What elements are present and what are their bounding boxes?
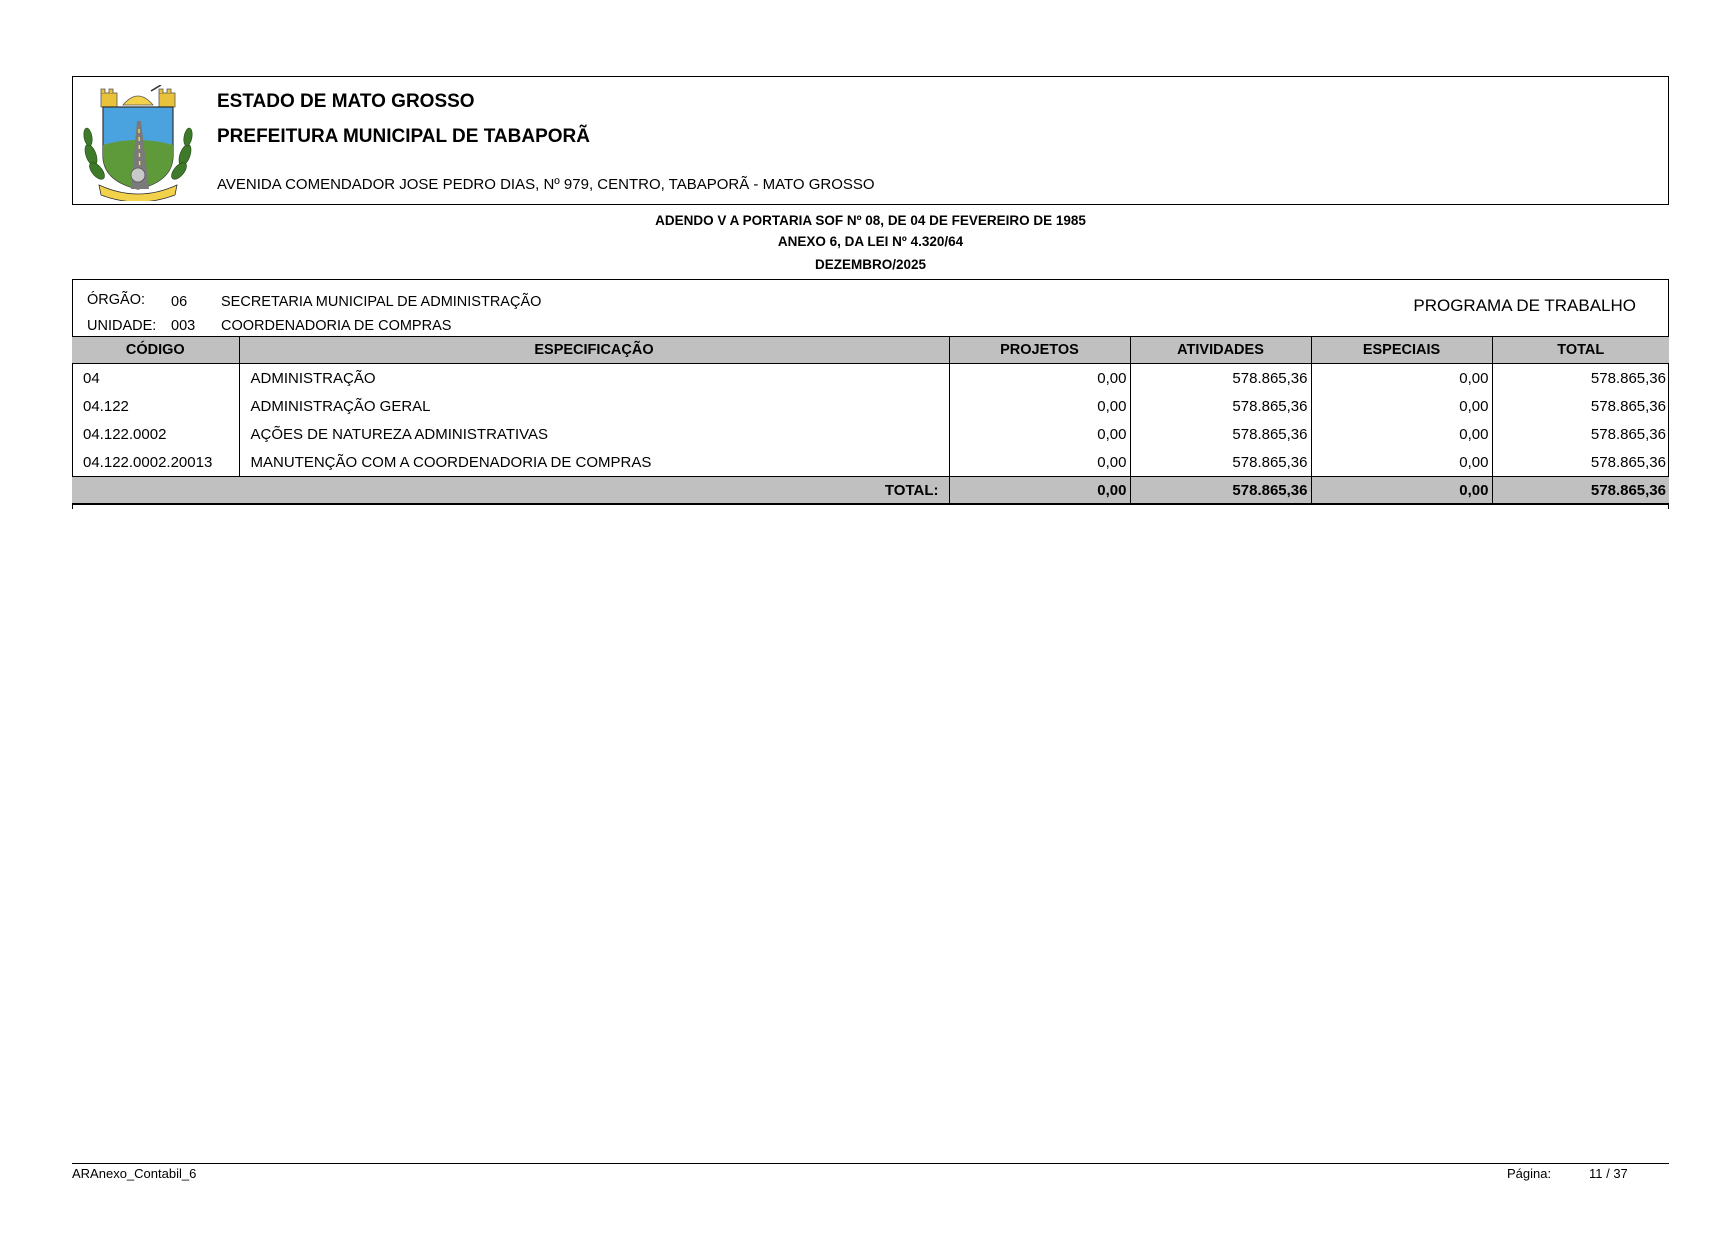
cell-especiais: 0,00 xyxy=(1311,364,1492,393)
total-label: TOTAL: xyxy=(72,477,949,505)
col-codigo: CÓDIGO xyxy=(72,337,239,364)
unidade-name: COORDENADORIA DE COMPRAS xyxy=(221,318,452,334)
total-atividades: 578.865,36 xyxy=(1130,477,1311,505)
cell-atividades: 578.865,36 xyxy=(1130,420,1311,448)
cell-especificacao: ADMINISTRAÇÃO xyxy=(239,364,949,393)
table-row xyxy=(72,364,1669,393)
prefecture-address: AVENIDA COMENDADOR JOSE PEDRO DIAS, Nº 979, CENTRO, TABAPORÃ - MATO GROSSO xyxy=(217,176,875,193)
cell-total: 578.865,36 xyxy=(1492,448,1669,477)
cell-total: 578.865,36 xyxy=(1492,392,1669,420)
subtitle-period: DEZEMBRO/2025 xyxy=(814,257,927,272)
page-number: 11 / 37 xyxy=(1589,1166,1628,1181)
program-table xyxy=(72,336,1669,505)
col-especiais: ESPECIAIS xyxy=(1311,337,1492,364)
table-row xyxy=(72,392,1669,420)
cell-atividades: 578.865,36 xyxy=(1130,364,1311,393)
cell-codigo: 04.122.0002 xyxy=(83,425,167,443)
cell-especiais: 0,00 xyxy=(1311,420,1492,448)
col-especificacao: ESPECIFICAÇÃO xyxy=(239,337,949,364)
report-type: PROGRAMA DE TRABALHO xyxy=(1413,296,1636,315)
cell-total: 578.865,36 xyxy=(1492,420,1669,448)
cell-projetos: 0,00 xyxy=(949,448,1130,477)
col-atividades: ATIVIDADES xyxy=(1130,337,1311,364)
cell-especiais: 0,00 xyxy=(1311,448,1492,477)
total-especiais: 0,00 xyxy=(1311,477,1492,505)
table-row xyxy=(72,420,1669,448)
cell-especificacao: ADMINISTRAÇÃO GERAL xyxy=(239,392,949,420)
total-projetos: 0,00 xyxy=(949,477,1130,505)
cell-atividades: 578.865,36 xyxy=(1130,392,1311,420)
cell-projetos: 0,00 xyxy=(949,392,1130,420)
cell-projetos: 0,00 xyxy=(949,364,1130,393)
footer-divider xyxy=(72,1163,1669,1164)
col-total: TOTAL xyxy=(1492,337,1669,364)
total-total: 578.865,36 xyxy=(1492,477,1669,505)
orgao-label: ÓRGÃO: xyxy=(87,292,146,308)
state-name: ESTADO DE MATO GROSSO xyxy=(217,91,475,112)
cell-codigo: 04.122 xyxy=(83,397,129,415)
table-total-row xyxy=(72,477,1669,505)
orgao-name: SECRETARIA MUNICIPAL DE ADMINISTRAÇÃO xyxy=(221,294,542,310)
subtitle-line-2: ANEXO 6, DA LEI Nº 4.320/64 xyxy=(777,234,964,249)
cell-especificacao: MANUTENÇÃO COM A COORDENADORIA DE COMPRAS xyxy=(239,448,949,477)
table-header-row xyxy=(72,337,1669,364)
page-label: Página: xyxy=(1507,1166,1552,1181)
cell-especiais: 0,00 xyxy=(1311,392,1492,420)
cell-total: 578.865,36 xyxy=(1492,364,1669,393)
col-projetos: PROJETOS xyxy=(949,337,1130,364)
unidade-label: UNIDADE: xyxy=(87,318,157,334)
prefecture-name: PREFEITURA MUNICIPAL DE TABAPORÃ xyxy=(217,126,590,147)
table-row xyxy=(72,448,1669,477)
cell-projetos: 0,00 xyxy=(949,420,1130,448)
report-name: ARAnexo_Contabil_6 xyxy=(72,1166,197,1181)
municipal-crest-logo xyxy=(79,85,197,201)
cell-codigo: 04.122.0002.20013 xyxy=(83,453,213,471)
subtitle-line-1: ADENDO V A PORTARIA SOF Nº 08, DE 04 DE FEVEREIRO DE 1985 xyxy=(655,213,1086,228)
document-header xyxy=(72,76,1669,205)
cell-codigo: 04 xyxy=(83,369,100,387)
orgao-code: 06 xyxy=(171,294,188,310)
cell-atividades: 578.865,36 xyxy=(1130,448,1311,477)
cell-especificacao: AÇÕES DE NATUREZA ADMINISTRATIVAS xyxy=(239,420,949,448)
unidade-code: 003 xyxy=(171,318,196,334)
